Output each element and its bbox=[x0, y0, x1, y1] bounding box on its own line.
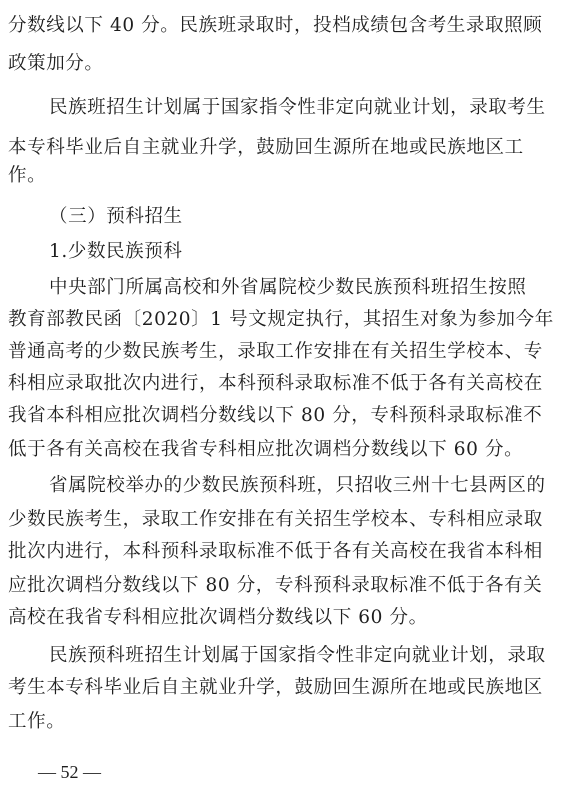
page-number: — 52 — bbox=[38, 762, 101, 782]
text-line: 科相应录取批次内进行，本科预科录取标准不低于各有关高校在 bbox=[8, 373, 543, 394]
text-line: 政策加分。 bbox=[8, 53, 104, 74]
subsection-heading: 1.少数民族预科 bbox=[49, 241, 183, 262]
text-line: 中央部门所属高校和外省属院校少数民族预科班招生按照 bbox=[49, 277, 527, 298]
text-line: 考生本专科毕业后自主就业升学，鼓励回生源所在地或民族地区 bbox=[8, 677, 543, 698]
text-line: 民族预科班招生计划属于国家指令性非定向就业计划，录取 bbox=[49, 645, 546, 666]
text-line: 低于各有关高校在我省专科相应批次调档分数线以下 60 分。 bbox=[8, 439, 524, 460]
text-line: 本专科毕业后自主就业升学，鼓励回生源所在地或民族地区工 bbox=[8, 137, 524, 158]
text-line: 工作。 bbox=[8, 711, 66, 732]
text-line: 高校在我省专科相应批次调档分数线以下 60 分。 bbox=[8, 607, 428, 628]
text-line: 少数民族考生，录取工作安排在有关招生学校本、专科相应录取 bbox=[8, 509, 543, 530]
text-line: 民族班招生计划属于国家指令性非定向就业计划，录取考生 bbox=[49, 97, 546, 118]
text-line: 作。 bbox=[8, 165, 47, 186]
text-line: 分数线以下 40 分。民族班录取时，投档成绩包含考生录取照顾 bbox=[8, 15, 543, 36]
text-line: 普通高考的少数民族考生，录取工作安排在有关招生学校本、专 bbox=[8, 341, 543, 362]
text-line: 批次内进行，本科预科录取标准不低于各有关高校在我省本科相 bbox=[8, 541, 543, 562]
text-line: 我省本科相应批次调档分数线以下 80 分，专科预科录取标准不 bbox=[8, 405, 543, 426]
section-heading: （三）预科招生 bbox=[49, 206, 183, 227]
text-line: 省属院校举办的少数民族预科班，只招收三州十七县两区的 bbox=[49, 475, 546, 496]
text-line: 应批次调档分数线以下 80 分，专科预科录取标准不低于各有关 bbox=[8, 575, 543, 596]
text-line: 教育部教民函〔2020〕1 号文规定执行，其招生对象为参加今年 bbox=[8, 309, 554, 330]
